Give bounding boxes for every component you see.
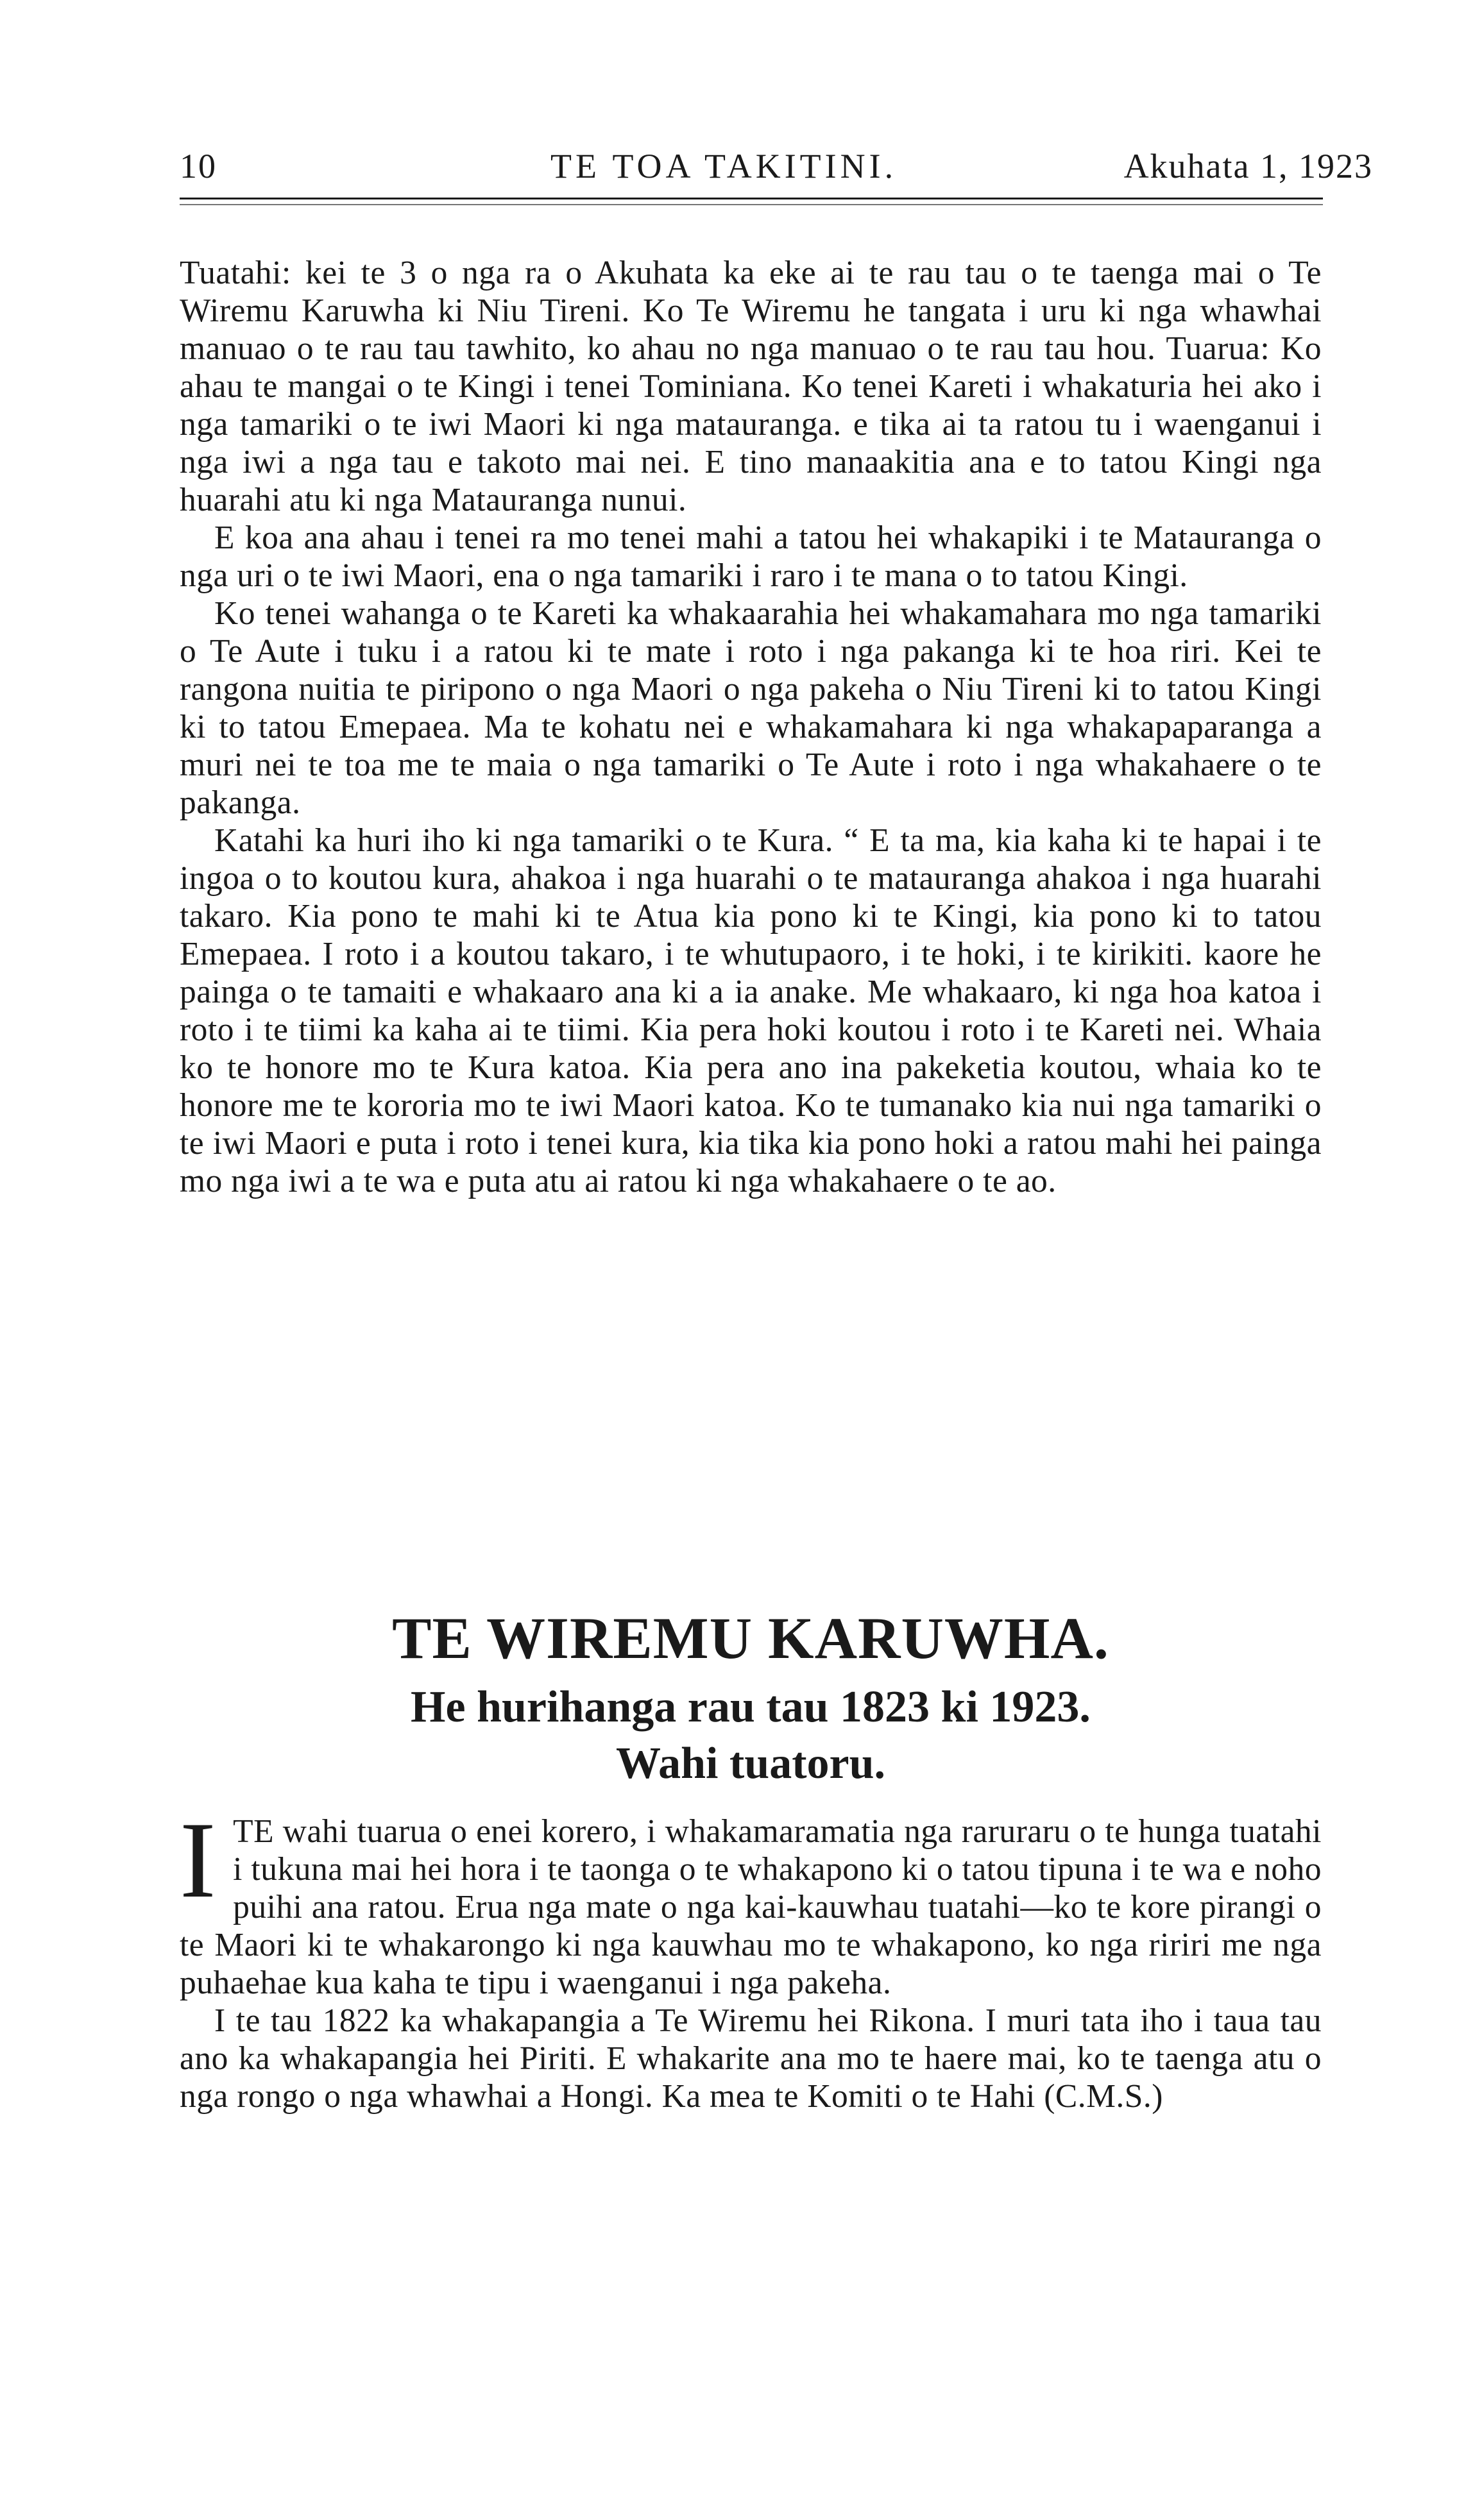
running-header	[180, 146, 1373, 198]
paragraph	[180, 1800, 1322, 2002]
header-rule-thin	[180, 204, 1323, 205]
header-rule	[180, 198, 1323, 199]
paragraph: I te tau 1822 ka whakapangia a Te Wiremu hei Rikona. I muri tata iho i taua tau ano ka whakapangia hei Piriti. E whakarite ana mo te haere mai, ko te taenga atu o nga rongo o nga whawhai a Hongi. Ka mea te Komiti o te Hahi (C.M.S.)	[180, 2002, 1322, 2115]
paragraph: Ko tenei wahanga o te Kareti ka whakaarahia hei whakamahara mo nga tamariki o Te Aute i tuku i a ratou ki te mate i roto i nga pakanga ki te hoa riri. Kei te rangona nuitia te piripono o nga Maori o nga pakeha o Niu Tireni ki to tatou Kingi ki to tatou Emepaea. Ma te kohatu nei e whakamahara ki nga whakapaparanga a muri nei te toa me te maia o nga tamariki o Te Aute i roto i nga whakahaere o te pakanga.	[180, 595, 1322, 821]
article-title: TE WIREMU KARUWHA.	[392, 1605, 1109, 1671]
paragraph: E koa ana ahau i tenei ra mo tenei mahi a tatou hei whakapiki i te Matauranga o nga uri o te iwi Maori, ena o nga tamariki i raro i te mana o to tatou Kingi.	[180, 520, 1322, 594]
publication-title: TE TOA TAKITINI.	[550, 147, 898, 185]
issue-date: Akuhata 1, 1923	[1123, 147, 1373, 185]
drop-cap: I	[180, 1800, 217, 1920]
article-text	[180, 1800, 1322, 2115]
speech-text	[180, 254, 1322, 1200]
page-number: 10	[180, 147, 217, 185]
article-subtitle: He hurihanga rau tau 1823 ki 1923.	[411, 1682, 1091, 1732]
paragraph-text: TE wahi tuarua o enei korero, i whakamaramatia nga raruraru o te hunga tuatahi i tukuna mai hei hora i te taonga o te whakapono ki o tatou tipuna i te wa e noho puihi ana ratou. Erua nga mate o nga kai-kauwhau tuatahi—ko te kore pirangi o te Maori ki te whakarongo ki nga kauwhau mo te whakapono, ko nga ririri me nga puhaehae kua kaha te tipu i waenganui i nga pakeha.	[180, 1813, 1322, 2001]
paragraph: Katahi ka huri iho ki nga tamariki o te Kura. “ E ta ma, kia kaha ki te hapai i te ingoa o to koutou kura, ahakoa i nga huarahi o te matauranga ahakoa i nga huarahi takaro. Kia pono te mahi ki te Atua kia pono ki te Kingi, kia pono ki to tatou Emepaea. I roto i a koutou takaro, i te whutupaoro, i te hoki, i te kirikiti. kaore he painga o te tamaiti e whakaaro ana ki a ia anake. Me whakaaro, ki nga hoa katoa i roto i te tiimi ka kaha ai te tiimi. Kia pera hoki koutou i roto i te Kareti nei. Whaia ko te honore mo te Kura katoa. Kia pera ano ina pakeketia koutou, whaia ko te honore me te kororia mo te iwi Maori katoa. Ko te tumanako kia nui nga tamariki o te iwi Maori e puta i roto i tenei kura, kia tika kia pono hoki a ratou mahi hei painga mo nga iwi a te wa e puta atu ai ratou ki nga whakahaere o te ao.	[180, 822, 1322, 1199]
article-part: Wahi tuatoru.	[615, 1739, 886, 1788]
paragraph: Tuatahi: kei te 3 o nga ra o Akuhata ka eke ai te rau tau o te taenga mai o Te Wiremu Karuwha ki Niu Tireni. Ko Te Wiremu he tangata i uru ki nga whawhai manuao o te rau tau tawhito, ko ahau no nga manuao o te rau tau hou. Tuarua: Ko ahau te mangai o te Kingi i tenei Tominiana. Ko tenei Kareti i whakaturia hei ako i nga tamariki o te iwi Maori ki nga matauranga. e tika ai ta ratou tu i waenganui i nga iwi a nga tau e takoto mai nei. E tino manaakitia ana e to tatou Kingi nga huarahi atu ki nga Matauranga nunui.	[180, 255, 1322, 518]
